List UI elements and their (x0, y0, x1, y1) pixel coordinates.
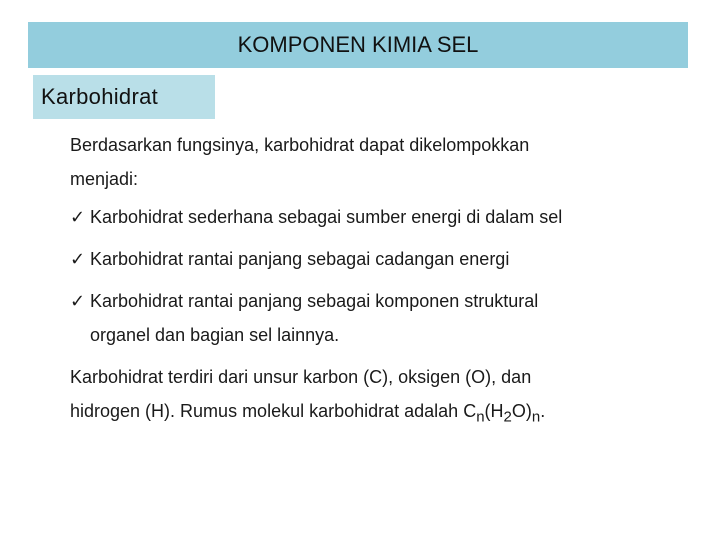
check-icon: ✓ (70, 207, 86, 227)
checklist-item-text: Karbohidrat sederhana sebagai sumber energi di dalam sel (90, 207, 563, 227)
function-checklist (70, 200, 690, 352)
composition-line: Karbohidrat terdiri dari unsur karbon (C), oksigen (O), dan (70, 367, 532, 387)
checklist-item (70, 284, 690, 352)
check-icon: ✓ (70, 249, 86, 269)
checklist-item (70, 200, 690, 234)
formula-end: . (540, 401, 546, 421)
slide-title-bar (28, 22, 688, 68)
check-icon: ✓ (70, 291, 86, 311)
checklist-item-text: Karbohidrat rantai panjang sebagai komponen struktural (90, 291, 539, 311)
intro-paragraph (70, 128, 690, 196)
formula-prefix: hidrogen (H). Rumus molekul karbohidrat adalah C (70, 401, 477, 421)
formula-subscript: n (531, 408, 541, 426)
formula-part: O) (511, 401, 532, 421)
slide-content (70, 128, 690, 435)
formula-subscript: 2 (503, 408, 512, 426)
composition-paragraph (70, 360, 690, 435)
checklist-item-text: organel dan bagian sel lainnya. (90, 325, 340, 345)
intro-line: menjadi: (70, 169, 139, 189)
checklist-item-text: Karbohidrat rantai panjang sebagai cadangan energi (90, 249, 510, 269)
intro-line: Berdasarkan fungsinya, karbohidrat dapat dikelompokkan (70, 135, 530, 155)
section-header (33, 75, 215, 119)
formula-part: (H (484, 401, 504, 421)
formula-subscript: n (476, 408, 485, 426)
section-title: Karbohidrat (41, 84, 159, 109)
slide-title: KOMPONEN KIMIA SEL (237, 32, 479, 57)
checklist-item (70, 242, 690, 276)
formula-line (70, 394, 690, 435)
